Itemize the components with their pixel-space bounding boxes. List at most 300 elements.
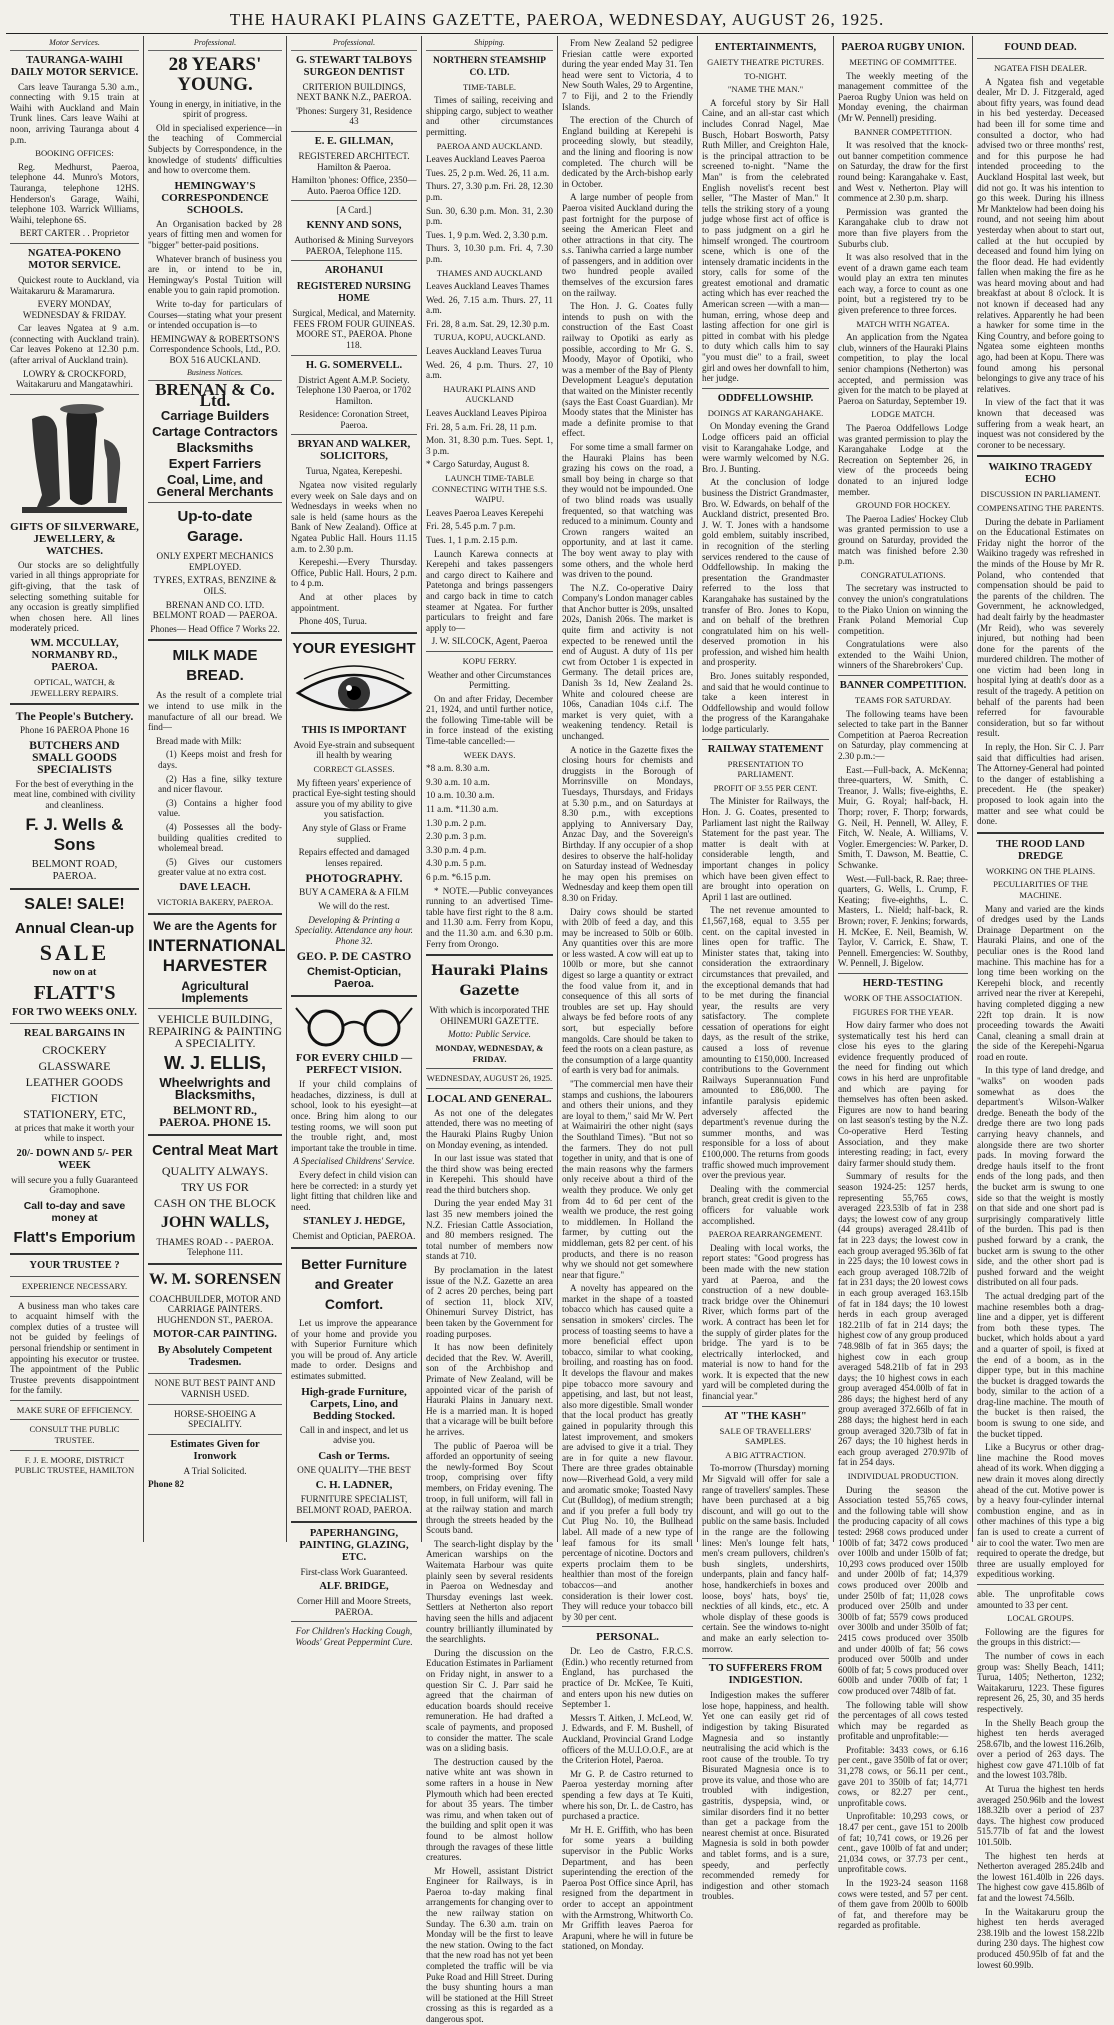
ad-title: ALF. BRIDGE, <box>319 1581 389 1593</box>
article-paragraph: In the 1923-24 season 1168 cows were tested, and 57 per cent. of them gave from 200lb to 600lb of fat, and therefore may be regarded as profitable. <box>838 1878 968 1931</box>
ad-title: PAPERHANGING, PAINTING, GLAZING, ETC. <box>299 1527 409 1563</box>
article-paragraph: It has now been definitely decided that the Rev. W. Averill, son of the Archbishop and Primate of New Zealand, will be appointed vicar of the parish of Hauraki Plains in January next. He is a married man. It is hoped that a vicarage will be built before he arrives. <box>426 1342 553 1437</box>
table-row: *8 a.m. 8.30 a.m. <box>426 763 490 774</box>
article-paragraph: A large number of people from Paeroa visited Auckland during the past fortnight for the purpose of seeing the American Fleet and other attractions in that city. The s.s. Taniwha carried a large number of passengers, and in addition over two hundred people availed themselves of the excursion fares on the railway. <box>562 192 693 298</box>
article-paragraph: For some time a small farmer on the Hauraki Plains has been grazing his cows on the road, a small boy being in charge so that they would not be impounded. One of two blind roads was usually frequented, so that watching was reduced to a minimum. County and Crown rangers waited an opportunity, and at last it came. The boy went away to play with some others, and the whole herd was driven to the pound. <box>562 441 693 580</box>
table-row: Fri. 28, 8 a.m. Sat. 29, 12.30 p.m. <box>426 318 550 329</box>
ad-subtitle: CORRECT GLASSES. <box>313 763 395 774</box>
ad-body: will secure you a fully Guaranteed Gramophone. <box>11 1174 138 1196</box>
ad-subtitle: VICTORIA BAKERY, PAEROA. <box>156 896 274 907</box>
article-paragraph: Permission was granted the Karangahake club to draw not more than five players from the Suburbs club. <box>838 206 968 249</box>
ad-line: Wheelwrights and Blacksmiths, <box>159 1074 271 1102</box>
ad-body: COACHBUILDER, MOTOR AND CARRIAGE PAINTERS. HUGHENDON ST., PAEROA. <box>149 1293 281 1325</box>
article-paragraph: In the Shelly Beach group the highest ten herds averaged 258.67lb, and the lowest 116.26lb, over a period of 263 days. The highest cow gave 471.10lb of fat and the lowest 103.78lb. <box>977 1717 1104 1781</box>
route-header: Leaves Auckland Leaves Pipiroa <box>426 408 547 419</box>
article-paragraph: The N.Z. Co-operative Dairy Company's London manager cables that Anchor butter is 209s, unsalted 202s, Danish 206s. The market is quite firm and activity is not expected to be renewed until the end of August. A duty of 11s per cwt from October 1 is expected in Germany. The detail prices are, Danish 3s 1d, New Zealand 2s. White and coloured cheese are 106s, Canadian 104s c.i.f. The market is very quiet, with a weakening tendency. Retail is unchanged. <box>562 582 694 741</box>
timetable-body: Weather and other Circumstances Permitting. <box>427 669 552 691</box>
ad-title: The People's Butchery. <box>15 709 134 724</box>
ad-body: Write to-day for particulars of Courses—stating what your present or intended occupation is—to <box>148 298 282 331</box>
ad-title: KENNY AND SONS, <box>306 219 402 231</box>
table-row: Tues. 25, 2 p.m. Wed. 26, 11 a.m. <box>426 167 550 178</box>
table-row: Thurs. 3, 10.30 p.m. Fri. 4, 7.30 p.m. <box>426 243 553 264</box>
article-paragraph: Dealing with the commercial branch, great credit is given to the officers for valuable work accomplished. <box>702 1183 829 1226</box>
article-heading: TO SUFFERERS FROM INDIGESTION. <box>708 1663 823 1687</box>
ad-body: A Trial Solicited. <box>183 1465 247 1476</box>
eye-icon <box>294 663 414 721</box>
route-title: THAMES AND AUCKLAND <box>436 267 543 278</box>
ad-title: YOUR EYESIGHT <box>292 639 416 657</box>
route-title: WEEK DAYS. <box>463 749 516 760</box>
spectacles-icon <box>294 1002 414 1048</box>
article-paragraph: Congratulations were also extended to the Waihi Union, winners of the Sharebrokers' Cup. <box>838 639 968 671</box>
table-row: Mon. 31, 8.30 p.m. Tues. Sept. 1, 3 p.m. <box>426 435 553 456</box>
article-heading: ODDFELLOWSHIP. <box>717 392 814 404</box>
ad-body: HORSE-SHOEING A SPECIALITY. <box>174 1408 256 1430</box>
list-item: (1) Keeps moist and fresh for days. <box>158 749 282 770</box>
ad-subtitle: REGISTERED NURSING HOME <box>296 281 412 305</box>
article-paragraph: The erection of the Church of England building at Kerepehi is proceeding slowly, but steadily, and the lining and flooring is now completed. The church will be dedicated by the Arch-bishop early in October. <box>562 115 693 189</box>
ad-body: Bread made with Milk: <box>156 735 242 746</box>
masthead-rule <box>6 33 1108 34</box>
table-row: 9.30 a.m. 10 a.m. <box>426 776 490 787</box>
article-subheading: PAEROA REARRANGEMENT. <box>708 1229 823 1240</box>
table-row: Thurs. 27, 3.30 p.m. Fri. 28, 12.30 p.m. <box>426 181 553 202</box>
article-paragraph: At Turua the highest ten herds averaged 250.96lb and the lowest 188.32lb over a period of 237 days. The highest cow produced 515.77lb of fat and the lowest 101.50lb. <box>977 1784 1104 1848</box>
ad-title: INTERNATIONAL HARVESTER <box>148 935 286 975</box>
agent-signature: J. W. SILCOCK, Agent, Paeroa <box>431 636 548 647</box>
ad-body: Car leaves Ngatea at 9 a.m. (connecting with Auckland train). Car leaves Pokeno at 12.30 p.m. (after arrival of Auckland train). <box>10 323 139 366</box>
ad-line: Cartage Contractors <box>152 424 278 440</box>
table-row: 10 a.m. 10.30 a.m. <box>426 790 495 801</box>
section-heading: Motor Services. <box>10 38 139 51</box>
table-row: Fri. 28, 5.45 p.m. 7 p.m. <box>426 521 516 532</box>
trustee-title: YOUR TRUSTEE ? <box>29 1259 120 1271</box>
sale-title: SALE! SALE! <box>24 895 125 913</box>
ad-subtitle: BELMONT ROAD, PAEROA. <box>31 858 118 882</box>
ad-phone: Hamilton 'phones: Office, 2350—Auto. Paeroa Office 12D. <box>291 175 417 196</box>
article-paragraph: In this type of land dredge, and "walks" on wooden pads somewhat as does the department's Wilson-Walker dredge. Beneath the body of the dredge there are two long pads carrying heavy channels, and alongside there are two shorter pads. In moving forward the dredge hauls itself to the front ends of the long pads, and then the bucket arm is swung to one side so that the weight is mostly on that side and one short pad is surprisingly comparatively little of the burden. This pad is then pushed forward by a crank, the bucket arm is swung to the other side, and the other short pad is pushed forward and the weight distributed on all four pads. <box>977 1065 1104 1288</box>
ad-body: For Children's Hacking Cough, Woods' Great Peppermint Cure. <box>295 1626 413 1647</box>
flatts-name: FLATT'S <box>33 981 116 1004</box>
route-title: TURUA, KOPU, AUCKLAND. <box>433 332 546 343</box>
section-heading: Business Notices. <box>148 368 282 381</box>
ad-body: Reg. Medhurst, Paeroa, telephone 44. Munro's Motors, Tauranga, telephone 12HS. Henderson's Garage, Waihi, telephone 103. Warrick Williams, Waihi, telephone 6S. <box>10 161 139 225</box>
ad-body: at prices that make it worth your while to inspect. <box>14 1122 135 1144</box>
article-subheading: LOCAL GROUPS. <box>1007 1613 1074 1624</box>
ad-address: HEMINGWAY & ROBERTSON'S Correspondence Schools, Ltd., P.O. BOX 516 AUCKLAND. <box>149 333 281 365</box>
trustee-signature: F. J. E. MOORE, DISTRICT PUBLIC TRUSTEE, HAMILTON <box>14 1454 135 1476</box>
ad-title: MILK MADE BREAD. <box>172 647 258 685</box>
ad-body: Authorised & Mining Surveyors PAEROA, Telephone 115. <box>294 234 414 256</box>
ad-subtitle: THIS IS IMPORTANT <box>301 724 407 736</box>
article-subheading: WORK OF THE ASSOCIATION. <box>843 992 963 1003</box>
article-subheading: NGATEA FISH DEALER. <box>994 63 1087 73</box>
route-title: KOPU FERRY. <box>462 655 517 666</box>
article-paragraph: How dairy farmer who does not systematically test his herd can close his eyes to the glaring evidence frequently produced of the need for finding out which cows in his herd are unprofitable and which are paying for themselves has often been asked. Figures are now to hand bearing on last season's testing by the N.Z. Co-operative Herd Testing Association, and they make interesting reading; in fact, every dairy farmer should study them. <box>838 1020 968 1168</box>
ad-title: JOHN WALLS, <box>160 1213 270 1231</box>
ad-title: TAURANGA-WAIHI DAILY MOTOR SERVICE. <box>10 54 139 78</box>
article-heading: WAIKINO TRAGEDY ECHO <box>988 462 1093 486</box>
bargain-item: FICTION <box>50 1090 99 1105</box>
company-title: NORTHERN STEAMSHIP CO. LTD. <box>433 55 546 78</box>
ad-title: NGATEA-POKENO MOTOR SERVICE. <box>27 247 122 271</box>
article-subheading: PRESENTATION TO PARLIAMENT. <box>727 758 804 780</box>
route-title: HAURAKI PLAINS AND AUCKLAND <box>443 383 536 405</box>
article-paragraph: By proclamation in the latest issue of the N.Z. Gazette an area of 2 acres 20 perches, being part of section 11, block XIV, Ohinemuri Survey District, has been taken by the Government for roading purposes. <box>426 1265 553 1339</box>
column-5 <box>557 36 697 1952</box>
article-paragraph: able. The unprofitable cows amounted to 33 per cent. <box>977 1588 1104 1610</box>
article-heading: LOCAL AND GENERAL. <box>427 1092 552 1105</box>
trustee-consult: CONSULT THE PUBLIC TRUSTEE. <box>29 1424 120 1446</box>
article-paragraph: Following are the figures for the groups in this district:— <box>977 1626 1104 1648</box>
ad-line: Expert Farriers <box>168 456 262 472</box>
article-paragraph: Mr G. P. de Castro returned to Paeroa yesterday morning after spending a few days at Te Kuiti, where his son, Dr. L. de Castro, has purchased a practice. <box>562 1768 693 1822</box>
article-paragraph: Unprofitable: 10,293 cows, or 18.47 per cent., gave 151 to 200lb of fat; 10,741 cows, or 19.26 per cent., gave 100lb of fat and under; 21,034 cows, or 37.73 per cent., unprofitable cows. <box>838 1811 968 1875</box>
ad-body: My fifteen years' experience of practical Eye-sight testing should assure you of my ability to give you satisfaction. <box>292 777 416 820</box>
table-row: Fri. 28, 5 a.m. Fri. 28, 11 p.m. <box>426 421 537 432</box>
list-item: (5) Gives our customers greater value at no extra cost. <box>158 856 282 878</box>
table-row: 11 a.m. *11.30 a.m. <box>426 804 499 815</box>
sale-subtitle: Annual Clean-up <box>14 919 135 937</box>
article-heading: FOUND DEAD. <box>1004 42 1077 53</box>
ad-title: FOR EVERY CHILD —PERFECT VISION. <box>295 1052 413 1077</box>
article-paragraph: The number of cows in each group was: Shelly Beach, 1411; Turua, 1405; Netherton, 1232; Waitakaruru, 1223. These figures represent 26, 25, 30, and 35 herds respectively. <box>977 1650 1104 1714</box>
ad-title: G. STEWART TALBOYS SURGEON DENTIST <box>295 54 413 78</box>
article-paragraph: The destruction caused by the native white ant was shown in some rafters in a house in New Plymouth which had been erected for about 35 years. The timber was rimu, and when taken out of the building and split open it was found to be almost hollow through the ravages of these little creatures. <box>426 1756 553 1863</box>
table-row: Wed. 26, 4 p.m. Thurs. 27, 10 a.m. <box>426 359 553 381</box>
emporium-name: Flatt's Emporium <box>13 1228 136 1246</box>
article-heading: RAILWAY STATEMENT <box>707 743 824 755</box>
article-subheading: DOINGS AT KARANGAHAKE. <box>707 407 824 418</box>
article-heading: BANNER COMPETITION. <box>839 680 967 692</box>
ad-body: For the best of everything in the meat line, combined with civility and cleanliness. <box>13 778 136 810</box>
article-paragraph: The following teams have been selected to take part in the Banner Competition at Paeroa Recreation on Saturday, play commencing at 2.30 p.m.:— <box>838 708 968 762</box>
article-paragraph: Dr. Leo de Castro, F.R.C.S. (Edin.) who recently returned from England, has purchased the practice of Dr. McKee, Te Kuiti, and enters upon his new duties on September 1. <box>562 1646 693 1710</box>
sale-now-on: now on at <box>52 966 97 978</box>
ad-body: Corner Hill and Moore Streets, PAEROA. <box>296 1596 412 1617</box>
ad-subtitle: BOOKING OFFICES: <box>35 148 114 159</box>
ad-body: First-class Work Guaranteed. <box>300 1566 408 1577</box>
article-paragraph: In the Waitakaruru group the highest ten herds averaged 238.19lb and the lowest 158.22lb during 230 days. The highest cow produced 450.95lb of fat and the lowest 60.99lb. <box>977 1906 1104 1970</box>
section-heading: Professional. <box>148 38 282 51</box>
article-subheading: INDIVIDUAL PRODUCTION. <box>847 1471 959 1482</box>
ad-line: TRY US FOR <box>181 1179 249 1194</box>
article-heading: AT "THE KASH" <box>724 1410 807 1422</box>
ad-body: Any style of Glass or Frame supplied. <box>302 822 406 844</box>
ad-line: Blacksmiths <box>176 440 254 456</box>
article-paragraph: A forceful story by Sir Hall Caine, and an all-star cast which includes Conrad Nagel, Mae Busch, Hobart Bosworth, Patsy Ruth Miller, and Creighton Hale, is the principal attraction to be screened to-night. "Name the Man" is from the celebrated English novelist's recent best seller, "The Master of Man." It tells the striking story of a young judge whose first act of office is to pass judgment on a girl he himself wronged. The courtroom scene, which is one of the intensely dramatic incidents in the story, calls for some of the greatest emotional and dramatic acting which has ever reached the American screen —with a man—human, erring, whose deep and lasting affection for one girl is pitted in combat with his pledge to duty which calls him to say "you must die" to a frail, sweet girl and owes her downfall to him, her judge. <box>702 97 829 384</box>
table-row: 1.30 p.m. 2 p.m. <box>426 817 487 828</box>
ad-title: W. J. ELLIS, <box>163 1052 266 1073</box>
table-row: Tues. 1, 9 p.m. Wed. 2, 3.30 p.m. <box>426 229 548 240</box>
ad-line: CASH ON THE BLOCK <box>153 1195 277 1210</box>
trustee-efficiency: MAKE SURE OF EFFICIENCY. <box>16 1404 133 1415</box>
ad-title: WM. MCCULLAY, NORMANBY RD., PAEROA. <box>30 638 119 673</box>
ad-body: FURNITURE SPECIALIST, BELMONT ROAD, PAEROA. <box>296 1494 412 1515</box>
article-heading: HERD-TESTING <box>862 977 944 989</box>
article-paragraph: It was resolved that the knock-out banner competition commence on Saturday, the draw for the first round being: Karangahake v. East, and West v. Netherton. Play will commence at 2.30 p.m. sharp. <box>838 140 968 204</box>
article-subheading: "NAME THE MAN." <box>727 84 804 95</box>
list-item: (4) Possesses all the body-building qualities credited to wholemeal bread. <box>158 821 282 854</box>
ad-title: BRENAN & Co. Ltd. <box>155 380 275 410</box>
article-subheading: MATCH WITH NGATEA. <box>856 318 950 329</box>
column-6 <box>697 36 833 1902</box>
ad-body: Let us improve the appearance of your home and provide you with Superior Furniture which you will be proud of. Any article made to order. Designs and estimates submitted. <box>291 1318 417 1381</box>
ad-body: TYRES, EXTRAS, BENZINE & OILS. <box>153 575 277 597</box>
article-paragraph: During the year ended May 31 last 35 new members joined the N.Z. Friesian Cattle Association, and 80 members resigned. The total number of members now stands at 710. <box>426 1198 553 1262</box>
ad-call: Call to-day and save money at <box>23 1199 126 1224</box>
trustee-body: A business man who takes care to acquaint himself with the complex duties of a trustee will not be guided by feelings of personal friendship or sentiment in appointing his executor or trustee. The appointment of the Public Trustee prevents disappointment for the family. <box>10 1300 139 1396</box>
article-paragraph: Dairy cows should be started with 20lb of feed a day, and this may be increased to 50lb or 60lb. Any quantities over this are more or less wasted. A cow will eat up to 100lb or more, but she cannot digest so large a quantity or extract the food value from it, and in consequence of this all sorts of troubles are set up. Hay should always be fed before roots of any sort, but especially before mangolds. Care should be taken to feed the roots on a clean pasture, as the consumption of a large quantity of earth is very bad for animals. <box>562 906 693 1076</box>
article-paragraph: A notice in the Gazette fixes the closing hours for chemists and druggists in the Borough of Morrinsville on Mondays, Tuesdays, Thursdays, and Fridays at 5.30 p.m., and on Saturdays at 8.30 p.m., with exceptions applying to Anniversary Day, Anzac Day, and the Sovereign's Birthday. If any occupier of a shop desires to observe the half-holiday on Saturday instead of Wednesday he may open his premises on Wednesday and keep them open till 8.30 on Friday. <box>562 744 693 903</box>
ad-label: [A Card.] <box>336 205 372 216</box>
ad-body: Cars leave Tauranga 5.30 a.m., connecting with 9.15 train at Waihi with Auckland and Main Trunk lines. Cars leave Waihi at noon, arriving Tauranga about 4 p.m. <box>10 81 139 145</box>
ad-subtitle: OPTICAL, WATCH, & JEWELLERY REPAIRS. <box>30 677 119 698</box>
ad-subtitle: Chemist-Optician, Paeroa. <box>306 966 402 991</box>
ad-title: BUTCHERS AND SMALL GOODS SPECIALISTS <box>29 739 120 776</box>
column-4 <box>421 36 557 2024</box>
ad-body: An Organisation backed by 28 years of fitting men and women for "bigger" better-paid positions. <box>148 218 282 250</box>
ad-body: And at other places by appointment. <box>291 592 417 613</box>
columns <box>6 36 1108 2024</box>
article-paragraph: The public of Paeroa will be afforded an opportunity of seeing the newly-formed Boy Scout troop, comprising over fifty members, on Friday evening. The troop, in full uniform, will fall in at the railway station and march through the streets headed by the Scouts band. <box>426 1440 553 1536</box>
column-7 <box>833 36 972 1931</box>
masthead: THE HAURAKI PLAINS GAZETTE, PAEROA, WEDNESDAY, AUGUST 26, 1925. <box>229 10 885 29</box>
list-item: (2) Has a fine, silky texture and nicer flavour. <box>158 773 282 795</box>
ad-body: REGISTERED ARCHITECT. Hamilton & Paeroa. <box>298 150 410 172</box>
table-row: 4.30 p.m. 5 p.m. <box>426 858 487 869</box>
article-paragraph: The Minister for Railways, the Hon. J. G. Coates, presented to Parliament last night the Railway Statement for the past year. The matter is dealt with at considerable length, and important changes in policy which have been given effect to are brought into operation on April 1 last are outlined. <box>702 796 829 902</box>
timetable-body: Times of sailing, receiving and shipping cargo, subject to weather and other circumstances permitting. <box>426 95 553 137</box>
ad-title: H. G. SOMERVELL. <box>305 359 403 371</box>
ad-title: HEMINGWAY'S CORRESPONDENCE SCHOOLS. <box>161 179 269 216</box>
article-subheading: COMPENSATING THE PARENTS. <box>977 502 1104 513</box>
ad-line: By Absolutely Competent Tradesmen. <box>157 1345 273 1369</box>
ad-body: Repairs effected and damaged lenses repaired. <box>298 847 410 868</box>
ad-address: BELMONT RD., PAEROA. PHONE 15. <box>159 1104 271 1129</box>
ad-body: NONE BUT BEST PAINT AND VARNISH USED. <box>154 1378 276 1400</box>
ad-body: CRITERION BUILDINGS, NEXT BANK N.Z., PAEROA. <box>296 81 412 103</box>
gazette-days: MONDAY, WEDNESDAY, & FRIDAY. <box>435 1042 544 1064</box>
article-paragraph: A Ngatea fish and vegetable dealer, Mr D. J. Fitzgerald, aged about fifty years, was found dead in his bed yesterday. Deceased had been ill for some time and consulted a doctor, who had advised two or three months' rest, and for this purpose he had intended proceeding to the Auckland Hospital last week, but did not go. It was his intention to go this week. During his illness Mr Manktelow had been doing his round, and not seeing him about yesterday when about to start out, called at the hut occupied by deceased and found him lying on the floor dead. He had evidently fallen when making the fire as he was heard moving about and had breakfast at about 8 o'clock. It is not known if deceased had any relatives. Apparently he had been a hawker for some time in the King Country, and before going to Ngatea some eighteen months ago, had been at Kopu. There was found among his personal belongings to give any trace of his relatives. <box>977 76 1104 394</box>
ad-address: BRENAN AND CO. LTD. BELMONT ROAD — PAEROA. <box>152 599 278 621</box>
ad-body: Residence: Coronation Street, Paeroa. <box>299 409 409 430</box>
article-paragraph: Summary of results for the season 1924-25: 1257 herds, representing 55,765 cows, averaged 223.53lb of fat in 238 days; the lowest cow of any group (44 groups) averaged 28.41lb of fat in 223 days; the lowest cow in each group averaged 95.36lb of fat in 225 days; the 10 lowest cows in each group averaged 108.72lb of fat in 231 days; the 20 lowest cows in each group averaged 163.15lb of fat in 184 days; the 10 lowest herds in each group averaged 182.21lb of fat in 214 days; the highest cow of any group produced 748.98lb of fat in 365 days; the highest cow in each group averaged 548.21lb of fat in 293 days; the 10 highest cows in each group averaged 454.00lb of fat in 286 days; the highest herd of any group averaged 372.66lb of fat in 288 days; the highest herd in each group averaged 320.73lb of fat in 267 days; the 10 highest herds in each group averaged 270.97lb of fat in 254 days. <box>838 1171 968 1468</box>
article-subheading: PROFIT OF 3.55 PER CENT. <box>713 782 818 793</box>
article-subheading: TO-NIGHT. <box>744 70 787 81</box>
article-subheading: PECULIARITIES OF THE MACHINE. <box>993 879 1088 900</box>
article-paragraph: The highest ten herds at Netherton averaged 285.24lb and the lowest 161.40lb in 226 days. The highest cow gave 415.86lb of fat and the lowest 74.56lb. <box>977 1850 1104 1903</box>
ad-line: VEHICLE BUILDING, REPAIRING & PAINTING A SPECIALITY. <box>148 1011 282 1050</box>
article-paragraph: Messrs T. Aitken, J. McLeod, W. J. Edwards, and F. M. Bushell, of Auckland, Provincial Grand Lodge officers of the M.U.I.O.O.F., are at the Criterion Hotel, Paeroa. <box>562 1712 693 1766</box>
article-subheading: SALE OF TRAVELLERS' SAMPLES. <box>719 1425 812 1447</box>
ad-body: Whatever branch of business you are in, or intend to be in, Hemingway's Postal Tuition will enable you to gain rapid promotion. <box>148 253 282 296</box>
ad-line: MOTOR-CAR PAINTING. <box>153 1329 277 1341</box>
table-row: 2.30 p.m. 3 p.m. <box>426 831 487 842</box>
ad-line: We are the Agents for <box>153 918 277 933</box>
ad-phone: Phones— Head Office 7 Works 22. <box>150 623 280 634</box>
route-header: Leaves Auckland Leaves Paeroa <box>426 154 546 165</box>
article-paragraph: Mr H. E. Griffith, who has been for some years a building supervisor in the Public Works Department, and has been superintending the erection of the Paeroa Post Office since April, has resigned from the department in order to accept an appointment with the Armstrong, Whitworth Co. Mr Griffith leaves Paeroa for Arapuni, where he will in future be stationed, on Monday. <box>562 1824 694 1952</box>
article-paragraph: Many and varied are the kinds of dredges used by the Lands Drainage Department on the Hauraki Plains, and one of the peculiar ones is the Rood land machine. This machine has for a long time been working on the Kerepehi block, and recently arrived near the river at Kerepehi, having completed digging a new 22ft top drain. It is now proceeding towards the Awaiti Canal, cleaning a small drain at the side of the Kerepehi-Ngarua road en route. <box>977 903 1104 1062</box>
article-subheading: GROUND FOR HOCKEY. <box>855 500 951 511</box>
ad-body: As the result of a complete trial we intend to use milk in the manufacture of all our bread. We find— <box>148 690 282 733</box>
gazette-motto: Motto: Public Service. <box>448 1029 531 1040</box>
route-header: Leaves Paeroa Leaves Kerepehi <box>426 507 544 518</box>
ad-subtitle: Cash or Terms. <box>318 1449 390 1462</box>
bargain-item: GLASSWARE <box>38 1058 111 1073</box>
ad-body: BUY A CAMERA & A FILM <box>299 887 409 898</box>
article-paragraph: Indigestion makes the sufferer lose hope, happiness, and health. Yet one can easily get rid of indigestion by taking Bisurated Magnesia and so instantly neutralising the acid which is the root cause of the trouble. To try Bisurated Magnesia once is to prove its value, and those who are troubled with indigestion, gastritis, dyspepsia, wind, or similar disorders find it no better than get a package from the nearest chemist at once. Bisurated Magnesia is sold in both powder and tablet forms, and is a sure, speedy, and perfectly recommended remedy for indigestion and other stomach troubles. <box>702 1690 829 1902</box>
ad-title: F. J. Wells & Sons <box>25 814 124 854</box>
ad-title: BRYAN AND WALKER, SOLICITORS, <box>297 439 411 463</box>
article-paragraph: During the debate in Parliament on the Educational Estimates on Friday night the horror of the Waikino tragedy was refreshed in the minds of the House by Mr R. Poland, who contended that compensation should be paid to the parents of the children. The Government, he acknowledged, had dealt fairly by the headmaster (Mr Reid), who was severely injured, but nothing had been done for the parents of the murdered children. The mother of one victim had been long in hospital lying at death's door as a result of the tragedy. A petition on behalf of the parents had been referred for favourable consideration, but so far without result. <box>977 516 1104 739</box>
ad-phone: 'Phones: Surgery 31, Residence 43 <box>296 105 412 127</box>
table-row: Sun. 30, 6.30 p.m. Mon. 31, 2.30 p.m. <box>426 205 553 227</box>
ad-title: Central Meat Mart <box>152 1141 278 1159</box>
ad-body: Developing & Printing a Speciality. Attendance any hour. Phone 32. <box>295 914 413 946</box>
article-subheading: FIGURES FOR THE YEAR. <box>852 1006 954 1017</box>
article-paragraph: During the season the Association tested 55,765 cows, and the following table will show the producing capacity of all cows tested: 2968 cows produced under 100lb of fat; 3472 cows produced over 100lb and under 150lb of fat; 10,293 cows produced over 150lb and under 200lb of fat; 14,379 cows produced over 200lb and under 250lb of fat; 11,028 cows produced over 250lb and under 300lb of fat; 5579 cows produced over 300lb and under 350lb of fat; 2415 cows produced over 350lb and under 400lb of fat; 56 cows produced over 500lb and under 600lb of fat; 5 cows produced over 600lb and under 700lb of fat; 1 cow produced over 748lb of fat. <box>838 1484 968 1696</box>
article-subheading: TEAMS FOR SATURDAY. <box>854 695 952 706</box>
ad-title: E. E. GILLMAN, <box>314 135 394 147</box>
article-paragraph: The actual dredging part of the machine resembles both a drag-line and a dipper, yet is different from both these types. The bucket, which holds about a yard and a quarter of spoil, is fixed at the end of a boom, as in the dipper type, but in this machine the bucket is dragged towards the body, similar to the action of a drag-line machine. The mouth of the bucket is then raised, the boom is swung to one side, and the bucket tipped. <box>977 1290 1104 1439</box>
ad-body: We will do the rest. <box>318 900 390 911</box>
article-paragraph: The net revenue amounted to £1,567,168, equal to 3.55 per cent. on the capital invested in lines open for traffic. The Minister states that, taking into consideration the extraordinary circumstances that prevailed, and the exceptional demands that had to be met during the financial year, the results are very satisfactory. The complete cessation of operations for eight days, as the result of the strike, caused a loss of revenue amounting to £150,000. Increased contributions to the Government Railways Superannuation Fund amounted to £86,000. The infantile paralysis epidemic adversely affected the department's revenue during the summer months, and was responsible for a loss of about £100,000. The returns from goods traffic showed much improvement over the previous year. <box>702 905 829 1181</box>
timetable-note: * NOTE.—Public conveyances running to an advertised Time-table have first right to the 8 a.m. and 11.30 a.m. Ferry from Kopu, and the 11.30 a.m. and 6.30 p.m. Ferry from Orongo. <box>426 885 553 949</box>
ad-body: Ngatea now visited regularly every week on Sale days and on Wednesdays in weeks when no sale is held (same hours as the Bank of New Zealand). Office at Ngatea Public Hall. Hours 11.15 a.m. to 2.30 p.m. <box>291 480 417 554</box>
article-paragraph: The Hon. J. G. Coates fully intends to push on with the construction of the East Coast railway to Opotiki as early as possible, according to Mr G. S. Moody, Mayor of Opotiki, who was a member of the Bay of Plenty Development League's deputation that waited on the Minister recently (says the East Coast Guardian). Mr Moody states that the Minister has made a definite promise to that effect. <box>562 301 693 439</box>
article-paragraph: The search-light display by the American warships on the Waitemata Harbour was quite plainly seen by several residents in Paeroa on Wednesday and Thursday evenings last week. Settlers at Netherton also report having seen the hills and adjacent country brilliantly illuminated by the searchlights. <box>426 1538 553 1645</box>
ad-title: GEO. P. DE CASTRO <box>296 949 412 964</box>
sale-duration: FOR TWO WEEKS ONLY. <box>12 1006 137 1018</box>
ad-body: Kerepeshi.—Every Thursday. Office, Public Hall. Hours, 2 p.m. to 4 p.m. <box>291 557 417 589</box>
route-header: Leaves Auckland Leaves Thames <box>426 281 550 292</box>
article-heading: THE ROOD LAND DREDGE <box>996 838 1085 862</box>
article-paragraph: East.—Full-back, A. McKenna; three-quarters, W. Smith, C. Treanor, J. Walls; five-eighths, E. Muir, G. Royal; half-back, H. Thorp; rover, F. Thorp; forwards, G. Neil, H. Pennell, W. Alley, F. Fitch, W. Neale, A. Williams, V. Vogler. Emergencies: W. Parker, D. Smith, T. Dawson, M. Beattie, C. Schwanke. <box>838 764 968 870</box>
bargain-item: LEATHER GOODS <box>25 1074 124 1089</box>
article-heading: PAEROA RUGBY UNION. <box>841 42 965 53</box>
table-row: Tues. 1, 1 p.m. 2.15 p.m. <box>426 534 518 545</box>
ad-title: W. M. SORENSEN <box>149 1270 281 1288</box>
article-paragraph: A novelty has appeared on the market in the shape of a toasted tobacco which has caused quite a sensation in smokers' circles. The process of toasting seems to have a more beneficial effect upon tobacco, similar to what cooking, broiling, and roasting has on food. It develops the flavour and makes pipe tobacco more savoury and appetising, and last, but not least, also more digestible. Small wonder that the local product has greatly gained in popularity through this latest improvement, and smokers are advised to give it a trial. They are in for quite a new flavour. There are three grades obtainable now—Riverhead Gold, a very mild and aromatic smoke; Toasted Navy Cut (Bulldog), of medium strength; and if you prefer a full body try Cut Plug No. 10, the Bullhead label. All made of a new type of leaf famous for its small percentage of nicotine. Doctors and experts proclaim them to be healthier than most of the foreign tobaccos—and another consideration is their lower cost. They will reduce your tobacco bill by 30 per cent. <box>562 1283 693 1622</box>
ad-line: Estimates Given for Ironwork <box>170 1438 260 1462</box>
article-paragraph: The Paeroa Ladies' Hockey Club was granted permission to use a ground on Saturday, provided the match was finished before 2.30 p.m. <box>838 513 968 567</box>
table-row: 3.30 p.m. 4 p.m. <box>426 844 487 855</box>
ad-address: THAMES ROAD - - PAEROA. Telephone 111. <box>156 1236 274 1258</box>
bargain-item: CROCKERY <box>42 1042 107 1057</box>
ad-body: ONLY EXPERT MECHANICS EMPLOYED. <box>156 551 274 572</box>
article-paragraph: During the discussion on the Education Estimates in Parliament on Friday night, in answer to a question Sir C. J. Parr said he agreed that the chairman of education boards should receive remuneration. He had drafted a scale of payments, and proposed to consider the matter. The scale was on a sliding basis. <box>426 1647 553 1754</box>
ad-title: Up-to-date Garage. <box>177 508 253 546</box>
article-paragraph: Like a Bucyrus or other drag-line machine the Rood moves ahead of its work. When digging a new drain it moves along directly ahead of the cut. Motive power is by a heavy four-cylinder internal combustion engine, and as in other machines of this type a big fan is used to create a current of air to cool the water. Two men are required to operate the dredge, but three are usually employed for expeditious working. <box>977 1442 1104 1580</box>
article-paragraph: As not one of the delegates attended, there was no meeting of the Hauraki Plains Rugby Union on Monday evening, as intended. <box>426 1107 553 1150</box>
ad-signature: DAVE LEACH. <box>179 881 251 893</box>
ad-phone: Phone 40S, Turua. <box>299 616 367 627</box>
article-paragraph: Bro. Jones suitably responded, and said that he would continue to take a keen interest in Oddfellowship and would follow the progress of the Karangahake lodge particularly. <box>702 671 829 735</box>
ad-title: PHOTOGRAPHY. <box>305 871 403 886</box>
ad-phone: Phone 16 PAEROA Phone 16 <box>20 725 129 736</box>
ad-title: GIFTS OF SILVERWARE, JEWELLERY, & WATCHES. <box>10 520 139 557</box>
article-subheading: GAIETY THEATRE PICTURES. <box>707 57 824 67</box>
ad-body: District Agent A.M.P. Society. Telephone 130 Paeroa, or 1702 Hamilton. <box>296 374 412 406</box>
ad-body: ONE QUALITY—THE BEST <box>297 1464 411 1475</box>
timetable-body: Launch Karewa connects at Kerepehi and takes passengers and cargo direct to Kaihere and Patetonga and brings passengers and cargo back in time to catch steamer at Ngatea. For further particulars to freight and fare apply to— <box>426 548 553 633</box>
gazette-date: WEDNESDAY, AUGUST 26, 1925. <box>426 1073 553 1084</box>
table-row: Wed. 26, 7.15 a.m. Thurs. 27, 11 a.m. <box>426 294 553 316</box>
column-2 <box>143 36 286 1542</box>
article-heading: PERSONAL. <box>596 1631 659 1644</box>
ad-line: QUALITY ALWAYS. <box>161 1163 269 1178</box>
article-subheading: A BIG ATTRACTION. <box>725 1449 806 1460</box>
article-paragraph: An application from the Ngatea club, winners of the Hauraki Plains competition, to play the local senior champions (Netherton) was accepted, and permission was given for the match to be played at Paeroa on Saturday, September 19. <box>838 332 968 406</box>
article-subheading: MEETING OF COMMITTEE. <box>849 57 957 67</box>
ad-body: Young in energy, in initiative, in the spirit of progress. <box>148 98 282 120</box>
ad-body: Surgical, Medical, and Maternity. FEES FROM FOUR GUINEAS. MOORE ST., PAEROA. Phone 118. <box>292 308 416 350</box>
article-paragraph: In view of the fact that it was known that deceased was suffering from a weak heart, an inquest was not considered by the coroner to be necessary. <box>977 397 1104 450</box>
silverware-vase-icon <box>12 399 137 517</box>
ad-body: Avoid Eye-strain and subsequent ill health by wearing <box>293 739 415 761</box>
ad-line: Coal, Lime, and General Merchants <box>156 472 274 500</box>
ad-body: Turua, Ngatea, Kerepeshi. <box>305 466 403 477</box>
gramophone-terms: 20/- DOWN AND 5/- PER WEEK <box>16 1147 133 1171</box>
route-title: PAEROA AND AUCKLAND. <box>436 140 543 151</box>
ad-line: Agricultural Implements <box>181 978 249 1005</box>
ad-title: Better Furniture and Greater Comfort. <box>301 1256 407 1312</box>
article-paragraph: From New Zealand 52 pedigree Friesian cattle were exported during the year ended May 31. Ten head were sent to Victoria, 4 to New South Wales, 29 to Argentine, 7 to Fiji, and 2 to the Friendly Islands. <box>562 38 693 112</box>
ad-proprietor: LOWRY & CROCKFORD, Waitakaruru and Mangatawhiri. <box>16 368 133 390</box>
route-title: LAUNCH TIME-TABLE CONNECTING WITH THE S.S. WAIPU. <box>432 473 547 505</box>
bargains-title: REAL BARGAINS IN <box>24 1027 125 1039</box>
list-item: (3) Contains a higher food value. <box>158 797 282 819</box>
ad-body: Call in and inspect, and let us advise you. <box>299 1424 409 1446</box>
ad-proprietor: BERT CARTER . . Proprietor <box>19 228 130 239</box>
article-paragraph: To-morrow (Thursday) morning Mr Sigvald will offer for sale a range of travellers' samples. These have been purchased at a big discount, and will go out to the public on the same basis. Included in the range are the following lines: Men's lounge felt hats, men's cream pullovers, children's bush singlets, undershirts, underpants, plain and fancy half-hose, handkerchiefs in boxes and loose, boys' hats, boys' tie, neckties of all kinds, etc., etc. A whole display of these goods is certain. See the windows to-night and make an early selection to-morrow. <box>702 1463 829 1654</box>
table-row: * Cargo Saturday, August 8. <box>426 459 530 470</box>
article-paragraph: The weekly meeting of the management committee of the Paeroa Rugby Union was held on Monday evening, the chairman (Mr W. Pennell) presiding. <box>838 70 968 123</box>
ad-title: STANLEY J. HEDGE, <box>302 1216 406 1228</box>
ad-body: EVERY MONDAY, WEDNESDAY & FRIDAY. <box>22 299 127 320</box>
ad-title: 28 YEARS' YOUNG. <box>168 53 262 95</box>
article-paragraph: It was also resolved that in the event of a drawn game each team would play an extra ten minutes each way, a force to count as one point, but a registered try to be given preference to three forces. <box>838 252 968 316</box>
article-paragraph: In our last issue was stated that the third show was being erected in Kerepehi. This should have read the third butchers shop. <box>426 1153 553 1195</box>
article-subheading: WORKING ON THE PLAINS. <box>985 865 1096 876</box>
article-paragraph: Mr Howell, assistant District Engineer for Railways, is in Paeroa to-day making final arrangements for changing over to the new railway station on Sunday. The 6.30 a.m. train on Monday will be the first to leave the new station. Owing to the fact that the new road has not yet been completed the traffic will be via Puke Road and Hill Street. During the busy shunting hours a man will be stationed at the Hill Street crossing as this is regarded as a dangerous spot. <box>426 1865 553 2024</box>
ad-body: If your child complains of headaches, dizziness, is dull at school, look to his eyesight—at once. Bring him along to our testing rooms, we will soon put the trouble right, and, most important take the trouble in time. <box>291 1079 417 1153</box>
ad-phone: Phone 82 <box>148 1479 184 1490</box>
article-subheading: DISCUSSION IN PARLIAMENT. <box>980 489 1101 500</box>
article-paragraph: Dealing with local works, the report states: "Good progress has been made with the new station yard at Paeroa, and the construction of a new double-track bridge over the Ohinemuri River, which forms part of the work. A contract has been let for the supply of girder plates for the bridge. The yard is to be electrically interlocked, and material is now to hand for the work. It is expected that the new yard will be completed during the financial year." <box>702 1242 829 1402</box>
section-heading: Shipping. <box>426 38 553 51</box>
ad-body: Our stocks are so delightfully varied in all things appropriate for gift-giving, that the task of selecting something suitable for any occasion is greatly simplified when chosen here. All lines moderately priced. <box>10 559 139 634</box>
gazette-incorporated: With which is incorporated THE OHINEMURI GAZETTE. <box>429 1005 550 1026</box>
timetable-body: On and after Friday, December 21, 1924, and until further notice, the following Time-table will be in force instead of the existing Time-table cancelled:— <box>426 693 553 747</box>
article-subheading: LODGE MATCH. <box>871 409 935 420</box>
article-paragraph: "The commercial men have their stamps and cushions, the labourers and others their unions, and they are loyal to them," said Mr W. Pert at Waimairiri the other night (says the Southland Times). "But not so the farmers. They do not pull together in unity, and that is one of the main reasons why the farmers only receive about a third of the wealth they produce. We only get from 4d to 6d per cent of the wealth we produce, the rest going to middlemen. In Holland the farmer, by cutting out the middleman, gets 82 per cent. of his products, and there is no reason why we should not get somewhere near that figure." <box>562 1079 693 1280</box>
ad-body: A Specialised Childrens' Service. <box>293 1156 415 1167</box>
article-subheading: BANNER COMPETITION. <box>854 126 952 137</box>
ad-title: C. H. LADNER, <box>315 1479 393 1492</box>
article-paragraph: The Paeroa Oddfellows Lodge was granted permission to play the Karangahake Lodge at the Recreation on September 26, in view of the proceeds being donated to an injured lodge member. <box>838 423 968 497</box>
section-heading: Professional. <box>291 38 417 51</box>
ad-title: AROHANUI <box>324 265 384 277</box>
ad-line: Carriage Builders <box>160 408 270 424</box>
ad-body: Every defect in child vision can here be corrected: in a sturdy yet light fitting that children like and need. <box>291 1170 417 1212</box>
route-header: Leaves Auckland Leaves Turua <box>426 346 542 357</box>
article-paragraph: At the conclusion of lodge business the District Grandmaster, Bro. W. Edwards, on behalf of the Auckland district, presented Bro. J. W. T. Jones with a handsome gold emblem, suitably inscribed, in recognition of the sterling services rendered to the cause of Oddfellowship. In making the presentation the Grandmaster referred to the loss that Karangahake has sustained by the transfer of Bro. Jones to Kopu, and on behalf of the brethren congratulated him on his well-deserved promotion in his profession, and wished him health and prosperity. <box>702 477 829 668</box>
table-row: 6 p.m. *6.15 p.m. <box>426 872 491 882</box>
article-paragraph: West.—Full-back, R. Rae; three-quarters, G. Wells, L. Crump, F. Keating; five-eighths, L. C. Masters, L. Nield; half-back, R. Brown; rover, F. Jenkins; forwards, H. McKee, E. Neil, Beamish, W. Taylor, V. Carrick, E. Shaw, T. Pennell. Emergencies: W. Southby, W. Pennell, J. Bigelow. <box>838 873 968 969</box>
